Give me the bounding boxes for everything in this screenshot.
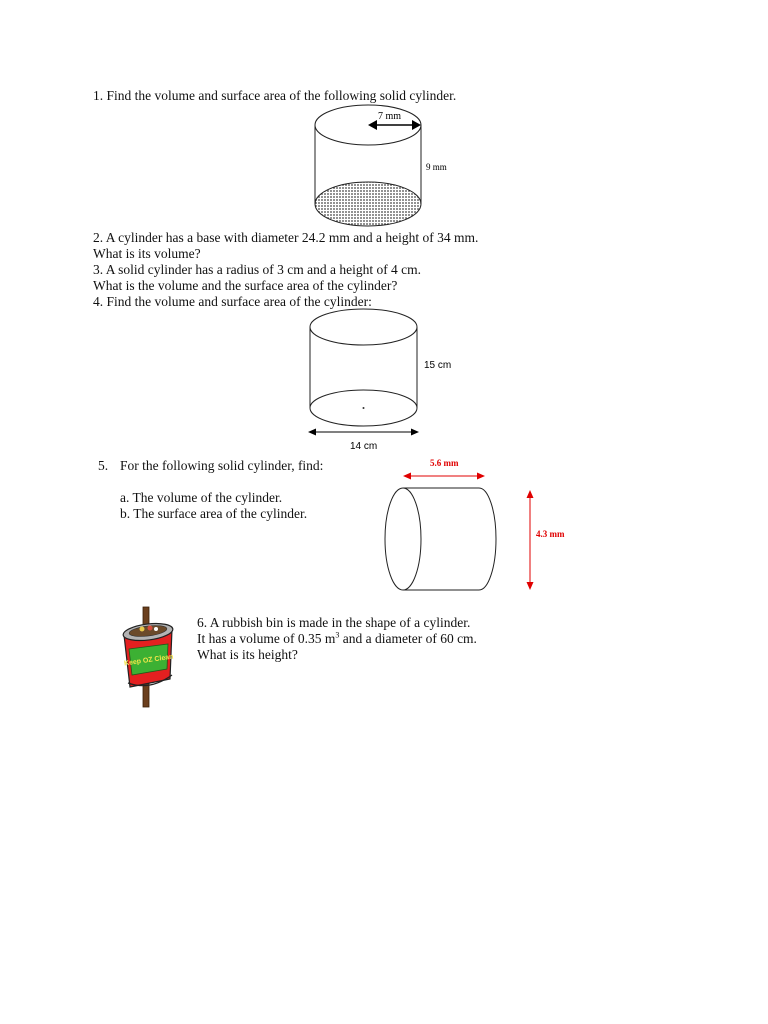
question-4-text: 4. Find the volume and surface area of the cylinder: [93, 294, 372, 309]
question-2-line-2: What is its volume? [93, 246, 201, 261]
length-label: 5.6 mm [430, 458, 459, 468]
width-arrow-right-head [411, 429, 419, 436]
question-5-part-a: a. The volume of the cylinder. [120, 490, 283, 505]
cubic-exponent: 3 [335, 630, 340, 640]
trash-bit [154, 627, 158, 631]
height-label: 15 cm [424, 360, 452, 371]
diameter-label: 4.3 mm [536, 529, 565, 539]
width-label: 14 cm [350, 441, 378, 452]
bin-label-text: Keep OZ Clean [123, 653, 174, 668]
cylinder-figure-1 [300, 100, 470, 235]
question-5-part-b: b. The surface area of the cylinder. [120, 506, 308, 521]
question-2-line-1: 2. A cylinder has a base with diameter 24.2 mm and a height of 34 mm. [93, 230, 479, 245]
question-5-number: 5. [98, 458, 109, 473]
trash-bit [140, 627, 145, 632]
length-arrow-left-head [403, 473, 411, 480]
question-3-line-2: What is the volume and the surface area of the cylinder? [93, 278, 398, 293]
cylinder-2-center-dot [363, 407, 365, 409]
cylinder-3-left-end [385, 488, 421, 590]
trash-bit [148, 626, 153, 631]
cylinder-figure-2 [300, 305, 470, 455]
length-arrow-right-head [477, 473, 485, 480]
cylinder-3-right-end [479, 488, 496, 590]
diameter-arrow-bottom-head [527, 582, 534, 590]
radius-label: 7 mm [378, 111, 402, 122]
question-3-line-1: 3. A solid cylinder has a radius of 3 cm and a height of 4 cm. [93, 262, 422, 277]
width-arrow-left-head [308, 429, 316, 436]
question-5-text: For the following solid cylinder, find: [120, 458, 324, 473]
cylinder-2-base-front [310, 408, 417, 426]
rubbish-bin-icon [112, 607, 187, 709]
question-1-text: 1. Find the volume and surface area of the following solid cylinder. [93, 88, 457, 103]
cylinder-figure-3 [375, 450, 585, 600]
height-label: 9 mm [426, 162, 447, 172]
cylinder-1-base [315, 182, 421, 226]
question-6-line-1: 6. A rubbish bin is made in the shape of a cylinder. [197, 615, 471, 630]
question-6-line-3: What is its height? [197, 647, 298, 662]
question-6-line-2-text: It has a volume of 0.35 m [197, 631, 336, 646]
question-6-line-2-rest: and a diameter of 60 cm. [339, 631, 477, 646]
question-6-line-2 [197, 631, 477, 647]
cylinder-2-top [310, 309, 417, 345]
diameter-arrow-top-head [527, 490, 534, 498]
cylinder-2-base-back [310, 390, 417, 408]
